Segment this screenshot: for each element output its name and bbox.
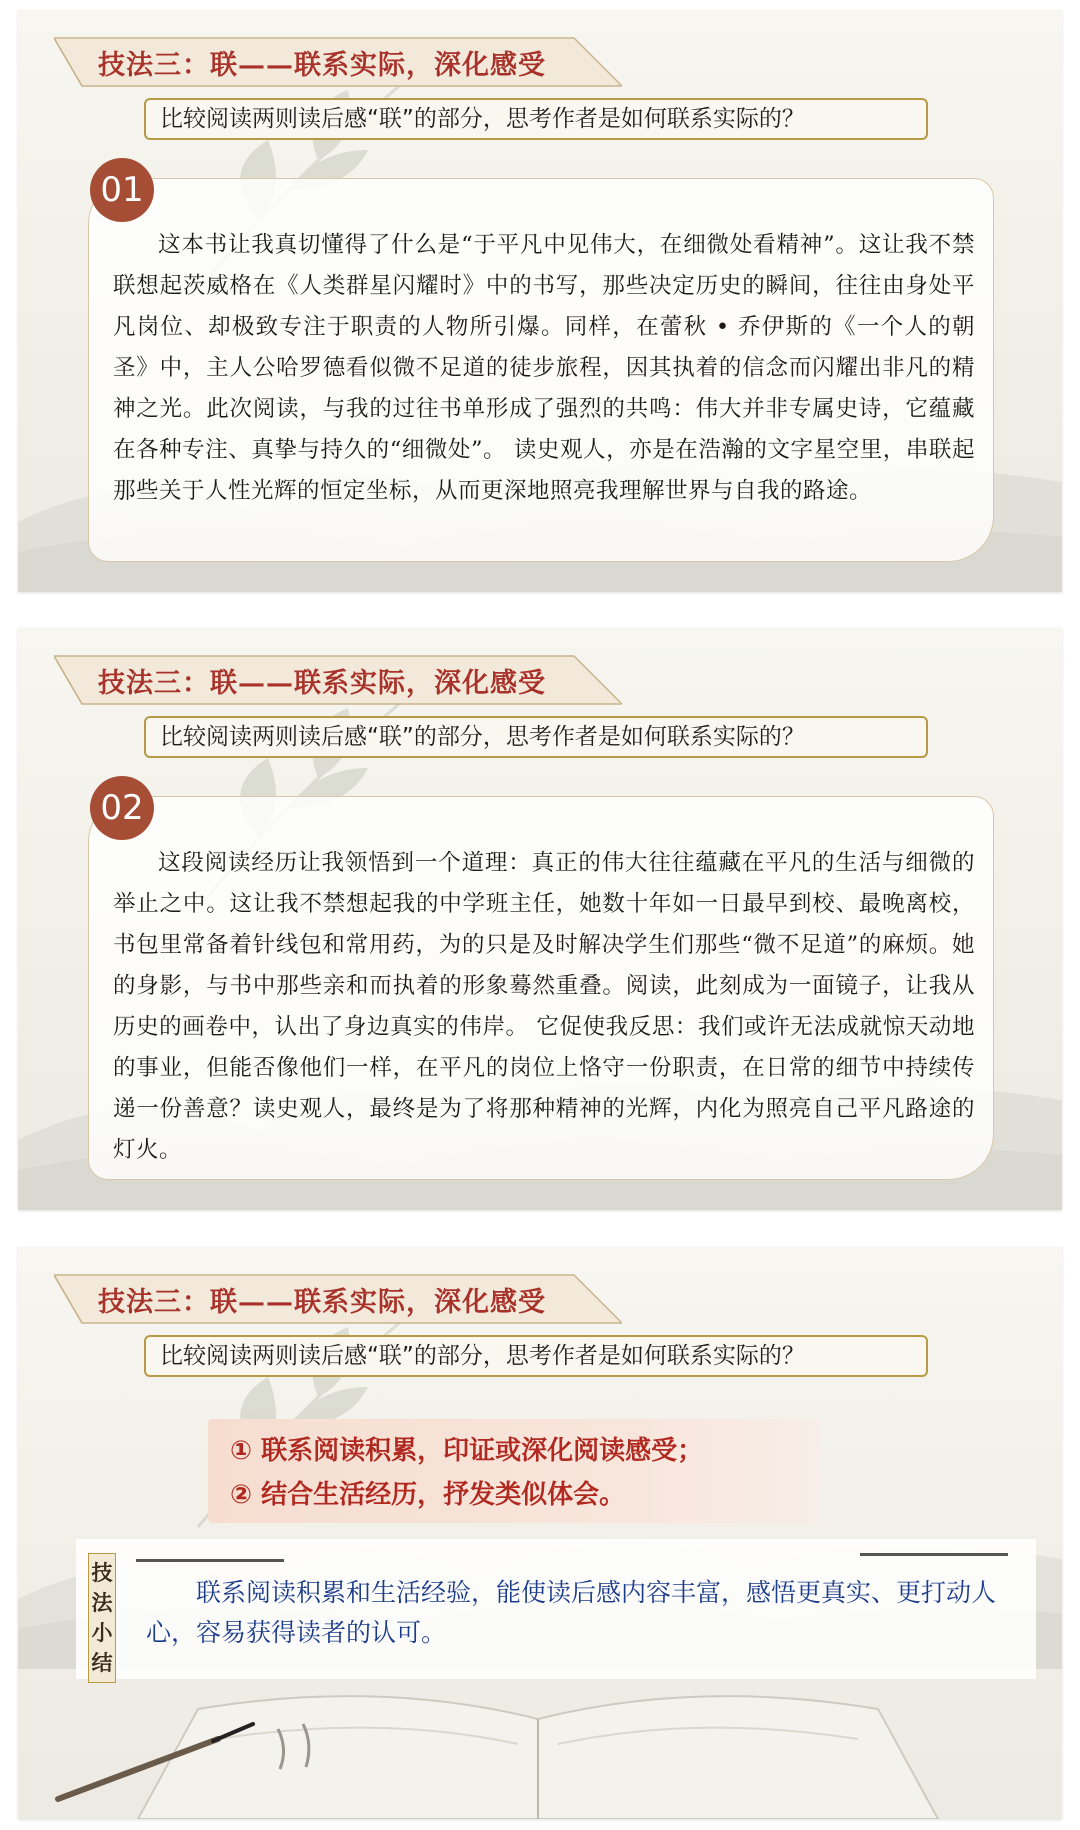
content-card [88,178,994,562]
summary-tag-char: 技 [91,1560,113,1585]
slide-1 [18,10,1062,592]
question-box: 比较阅读两则读后感“联”的部分，思考作者是如何联系实际的？ [144,98,928,140]
summary-divider [136,1559,284,1562]
slide-title: 技法三：联——联系实际，深化感受 [98,50,546,81]
summary-tag-char: 结 [91,1650,113,1675]
slide-3 [18,1247,1062,1819]
summary-tag-char: 小 [91,1620,113,1645]
question-box: 比较阅读两则读后感“联”的部分，思考作者是如何联系实际的？ [144,1335,928,1377]
summary-text: 联系阅读积累和生活经验，能使读后感内容丰富，感悟更真实、更打动人心，容易获得读者的认可。 [146,1578,997,1647]
summary-divider [860,1553,1008,1556]
summary-tag-char: 法 [91,1590,113,1615]
question-box: 比较阅读两则读后感“联”的部分，思考作者是如何联系实际的？ [144,716,928,758]
key-points [208,1419,820,1523]
open-book-illustration [18,1669,1062,1819]
slide-title: 技法三：联——联系实际，深化感受 [98,1287,546,1318]
key-point-2: ② 结合生活经历，抒发类似体会。 [230,1480,626,1510]
number-badge: 01 [90,158,154,222]
slide-title: 技法三：联——联系实际，深化感受 [98,668,546,699]
content-card [88,796,994,1180]
title-ribbon [54,34,622,90]
reading-paragraph: 这段阅读经历让我领悟到一个道理：真正的伟大往往蕴藏在平凡的生活与细微的举止之中。这让我不禁想起我的中学班主任，她数十年如一日最早到校、最晚离校，书包里常备着针线包和常用药，为的只是及时解决学生们那些“微不足道”的麻烦。她的身影，与书中那些亲和而执着的形象蓦然重叠。阅读，此刻成为一面镜子，让我从历史的画卷中，认出了身边真实的伟岸。 它促使我反思：我们或许无法成就惊天动地的事业，但能否像他们一样，在平凡的岗位上恪守一份职责，在日常的细节中持续传递一份善意？读史观人，最终是为了将那种精神的光辉，内化为照亮自己平凡路途的灯火。 [113,850,975,1163]
number-badge: 02 [90,776,154,840]
summary-tag [88,1553,116,1683]
key-point-1: ① 联系阅读积累，印证或深化阅读感受； [230,1436,704,1466]
title-ribbon [54,652,622,708]
reading-paragraph: 这本书让我真切懂得了什么是“于平凡中见伟大，在细微处看精神”。这让我不禁联想起茨威格在《人类群星闪耀时》中的书写，那些决定历史的瞬间，往往由身处平凡岗位、却极致专注于职责的人物所引爆。同样，在蕾秋 • 乔伊斯的《一个人的朝圣》中，主人公哈罗德看似微不足道的徒步旅程，因其执着的信念而闪耀出非凡的精神之光。此次阅读，与我的过往书单形成了强烈的共鸣：伟大并非专属史诗，它蕴藏在各种专注、真挚与持久的“细微处”。 读史观人，亦是在浩瀚的文字星空里，串联起那些关于人性光辉的恒定坐标，从而更深地照亮我理解世界与自我的路途。 [113,232,975,504]
title-ribbon [54,1271,622,1327]
slide-2 [18,628,1062,1210]
summary-block [76,1539,1036,1679]
